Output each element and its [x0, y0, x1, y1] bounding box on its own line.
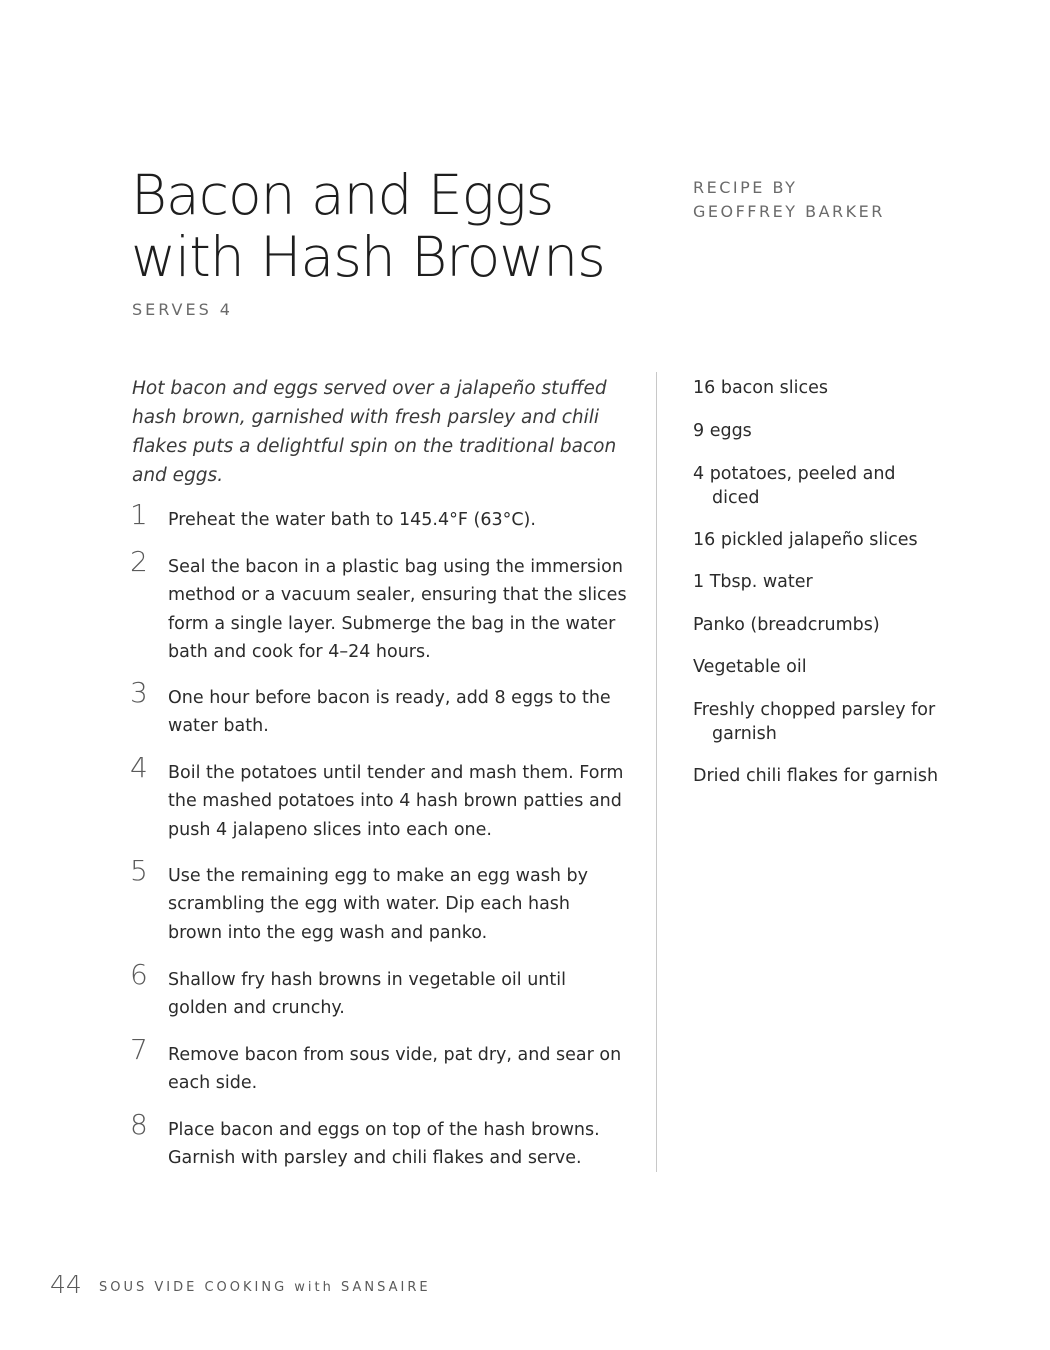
step-number: 4	[130, 751, 148, 784]
step-number: 5	[130, 854, 148, 887]
recipe-title	[131, 164, 651, 288]
recipe-title-line1: Bacon and Eggs	[131, 163, 554, 227]
column-divider	[656, 372, 657, 1172]
book-title: SOUS VIDE COOKING with SANSAIRE	[99, 1280, 431, 1295]
step-text: Boil the potatoes until tender and mash them. Form the mashed potatoes into 4 hash brown patties and push 4 jalapeno slices into each one.	[168, 763, 624, 840]
step-number: 2	[130, 545, 148, 578]
step-number: 7	[130, 1033, 148, 1066]
step-text: Preheat the water bath to 145.4°F (63°C).	[168, 510, 536, 530]
ingredient-item: 4 potatoes, peeled and diced	[693, 464, 896, 508]
serves-label: SERVES 4	[132, 300, 233, 319]
step-number: 1	[130, 498, 148, 531]
ingredient-item: Freshly chopped parsley for garnish	[693, 700, 936, 744]
ingredient-item: Vegetable oil	[693, 657, 807, 677]
step-item	[130, 753, 628, 844]
step-text: Shallow fry hash browns in vegetable oil until golden and crunchy.	[168, 970, 566, 1019]
step-item	[130, 547, 628, 666]
byline-line1: RECIPE BY	[693, 178, 798, 197]
ingredient-item: 1 Tbsp. water	[693, 572, 813, 592]
step-item	[130, 960, 628, 1023]
recipe-title-line2: with Hash Browns	[131, 225, 605, 289]
step-number: 3	[130, 676, 148, 709]
byline-author: GEOFFREY BARKER	[693, 202, 885, 221]
ingredient-item: 9 eggs	[693, 421, 752, 441]
step-text: Remove bacon from sous vide, pat dry, and sear on each side.	[168, 1045, 622, 1094]
ingredient-item: 16 bacon slices	[693, 378, 828, 398]
ingredient-item: Panko (breadcrumbs)	[693, 615, 880, 635]
step-item	[130, 1035, 628, 1098]
step-item	[130, 1110, 628, 1173]
step-text: Place bacon and eggs on top of the hash browns. Garnish with parsley and chili flakes and serve.	[168, 1120, 600, 1169]
step-text: Use the remaining egg to make an egg wash by scrambling the egg with water. Dip each hash brown into the egg wash and panko.	[168, 866, 588, 943]
step-number: 6	[130, 958, 148, 991]
step-text: Seal the bacon in a plastic bag using the immersion method or a vacuum sealer, ensuring that the slices form a single layer. Submerge the bag in the water bath and cook for 4–24 hours.	[168, 557, 627, 662]
page-number: 44	[50, 1270, 82, 1299]
recipe-byline	[693, 176, 885, 224]
step-item	[130, 500, 628, 534]
step-item	[130, 678, 628, 741]
ingredient-item: Dried chili flakes for garnish	[693, 766, 939, 786]
recipe-intro: Hot bacon and eggs served over a jalapeño stuffed hash brown, garnished with fresh parsley and chili flakes puts a delightful spin on the traditional bacon and eggs.	[132, 378, 617, 486]
ingredient-item: 16 pickled jalapeño slices	[693, 530, 918, 550]
step-number: 8	[130, 1108, 148, 1141]
step-text: One hour before bacon is ready, add 8 eggs to the water bath.	[168, 688, 611, 737]
step-item	[130, 856, 628, 947]
